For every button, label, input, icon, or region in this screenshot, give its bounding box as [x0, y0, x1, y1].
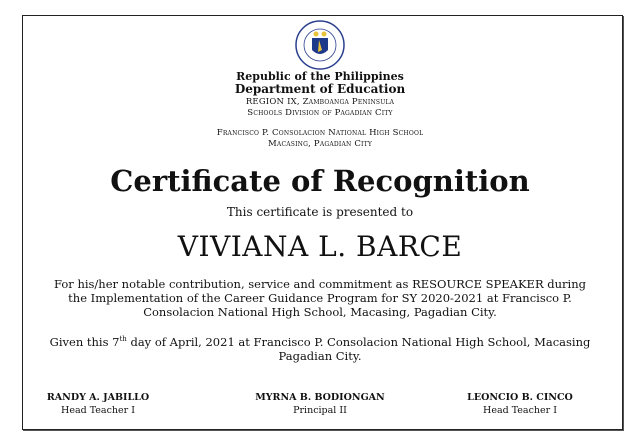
- presented-text: This certificate is presented to: [226, 205, 414, 219]
- signatory-1: [0, 392, 198, 416]
- region-text: REGION IX, Zamboanga Peninsula: [245, 97, 395, 107]
- body-line: For his/her notable contribution, service and commitment as RESOURCE SPEAKER during: [54, 277, 586, 291]
- school-address: Macasing, Pagadian City: [268, 139, 372, 149]
- school-name: Francisco P. Consolacion National High School: [216, 128, 424, 138]
- recipient-name: VIVIANA L. BARCE: [177, 230, 463, 263]
- signatory-name: LEONCIO B. CINCO: [467, 392, 573, 403]
- signatory-title: Head Teacher I: [483, 405, 557, 416]
- deped-seal-logo: [295, 20, 345, 70]
- signatory-title: Principal II: [293, 405, 347, 416]
- signatory-name: RANDY A. JABILLO: [46, 392, 150, 403]
- body-line: Consolacion National High School, Macasing, Pagadian City.: [143, 305, 497, 319]
- signatory-title: Head Teacher I: [61, 405, 135, 416]
- department-heading: Department of Education: [234, 82, 406, 96]
- signatory-2: [220, 392, 420, 416]
- given-line2: Pagadian City.: [278, 348, 362, 363]
- given-text: [0, 332, 640, 363]
- signatory-name: MYRNA B. BODIONGAN: [255, 392, 385, 403]
- given-pre: Given this 7: [49, 334, 120, 349]
- division-text: Schools Division of Pagadian City: [247, 108, 393, 118]
- body-line: the Implementation of the Career Guidance Program for SY 2020-2021 at Francisco P.: [68, 291, 572, 305]
- signatory-3: [420, 392, 620, 416]
- given-post: day of April, 2021 at Francisco P. Consolacion National High School, Macasing: [126, 334, 591, 349]
- given-sup: th: [119, 335, 127, 343]
- republic-heading: Republic of the Philippines: [236, 70, 404, 83]
- certificate-title: Certificate of Recognition: [110, 164, 530, 198]
- body-text: [0, 277, 640, 319]
